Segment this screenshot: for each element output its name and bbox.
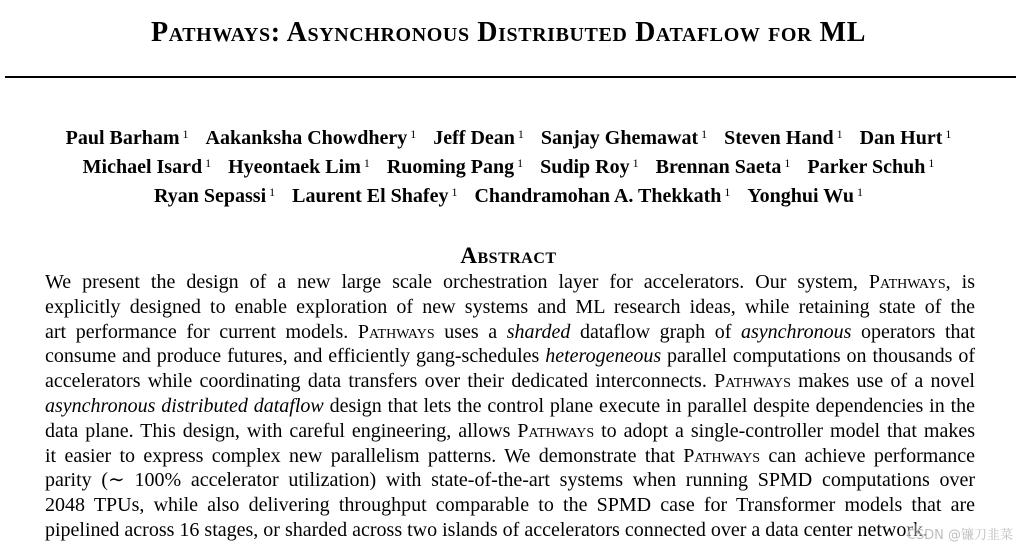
author-name: Steven Hand $^1$ <box>724 127 843 149</box>
abstract-line: pipelined across 16 stages, or sharded across two islands of accelerators connected over a data center network. <box>45 518 928 541</box>
abstract-line: explicitly designed to enable exploration of new systems and ML research ideas, while retaining state of the <box>45 295 975 318</box>
author-name: Laurent El Shafey $^1$ <box>292 185 458 207</box>
author-name: Brennan Saeta $^1$ <box>655 156 791 178</box>
affiliation-mark: 1 <box>928 156 935 170</box>
author-name: Hyeontaek Lim $^1$ <box>228 156 370 178</box>
affiliation-mark: 1 <box>856 185 863 199</box>
affiliation-mark: 1 <box>205 156 212 170</box>
author-line-1 <box>0 122 1017 151</box>
affiliation-mark: 1 <box>517 156 524 170</box>
affiliation-mark: 1 <box>363 156 370 170</box>
author-line-2 <box>0 151 1017 180</box>
author-name: Paul Barham $^1$ <box>65 127 189 149</box>
author-name: Sanjay Ghemawat $^1$ <box>540 127 708 149</box>
affiliation-mark: 1 <box>410 127 417 141</box>
emphasis: sharded <box>506 320 571 343</box>
author-name: Dan Hurt $^1$ <box>859 127 952 149</box>
system-name: Pathways <box>357 320 435 343</box>
abstract-line: 2048 TPUs, while also delivering throughput comparable to the SPMD case for Transformer models that are <box>45 494 975 517</box>
author-name: Jeff Dean $^1$ <box>433 127 524 149</box>
author-name: Yonghui Wu $^1$ <box>747 185 863 207</box>
affiliation-mark: 1 <box>182 127 189 141</box>
affiliation-mark: 1 <box>701 127 708 141</box>
abstract-line: art performance for current models. Pathways uses a sharded dataflow graph of asynchronous operators that <box>45 320 975 343</box>
system-name: Pathways <box>517 419 595 442</box>
paper-title: Pathways: Asynchronous Distributed Dataflow for ML <box>150 17 866 48</box>
abstract-line: it easier to express complex new parallelism patterns. We demonstrate that Pathways can achieve performance <box>45 444 975 467</box>
system-name: Pathways <box>868 271 946 293</box>
affiliation-mark: 1 <box>724 185 731 199</box>
author-list <box>0 122 1017 209</box>
author-name: Chandramohan A. Thekkath $^1$ <box>474 185 731 207</box>
abstract-line: asynchronous distributed dataflow design that lets the control plane execute in parallel despite dependencies in the <box>45 394 975 417</box>
affiliation-mark: 1 <box>517 127 524 141</box>
affiliation-mark: 1 <box>451 185 458 199</box>
author-name: Parker Schuh $^1$ <box>807 156 935 178</box>
affiliation-mark: 1 <box>632 156 639 170</box>
author-name: Michael Isard $^1$ <box>82 156 212 178</box>
affiliation-mark: 1 <box>269 185 276 199</box>
author-name: Aakanksha Chowdhery $^1$ <box>205 127 417 149</box>
abstract-line: parity (∼ 100% accelerator utilization) with state-of-the-art systems when running SPMD computations over <box>45 469 975 492</box>
affiliation-mark: 1 <box>836 127 843 141</box>
abstract-line: accelerators while coordinating data transfers over their dedicated interconnects. Pathways makes use of a novel <box>45 370 975 393</box>
abstract-line: consume and produce futures, and efficiently gang-schedules heterogeneous parallel computations on thousands of <box>45 345 975 368</box>
watermark: CSDN @镰刀韭菜 <box>907 524 1013 543</box>
emphasis: heterogeneous <box>545 345 662 368</box>
title-rule <box>5 76 1016 78</box>
abstract-line: We present the design of a new large scale orchestration layer for accelerators. Our system, Pathways, is <box>45 271 976 293</box>
abstract-body <box>45 270 975 543</box>
author-name: Ryan Sepassi $^1$ <box>154 185 276 207</box>
system-name: Pathways <box>683 444 760 467</box>
author-line-3 <box>0 180 1017 209</box>
affiliation-mark: 1 <box>784 156 791 170</box>
author-name: Sudip Roy $^1$ <box>540 156 639 178</box>
emphasis: asynchronous distributed dataflow <box>45 394 324 417</box>
abstract-line: data plane. This design, with careful engineering, allows Pathways to adopt a single-controller model that makes <box>45 419 976 442</box>
system-name: Pathways <box>714 370 791 393</box>
emphasis: asynchronous <box>741 320 852 343</box>
affiliation-mark: 1 <box>945 127 952 141</box>
author-name: Ruoming Pang $^1$ <box>386 156 524 178</box>
abstract-heading: Abstract <box>460 243 557 268</box>
